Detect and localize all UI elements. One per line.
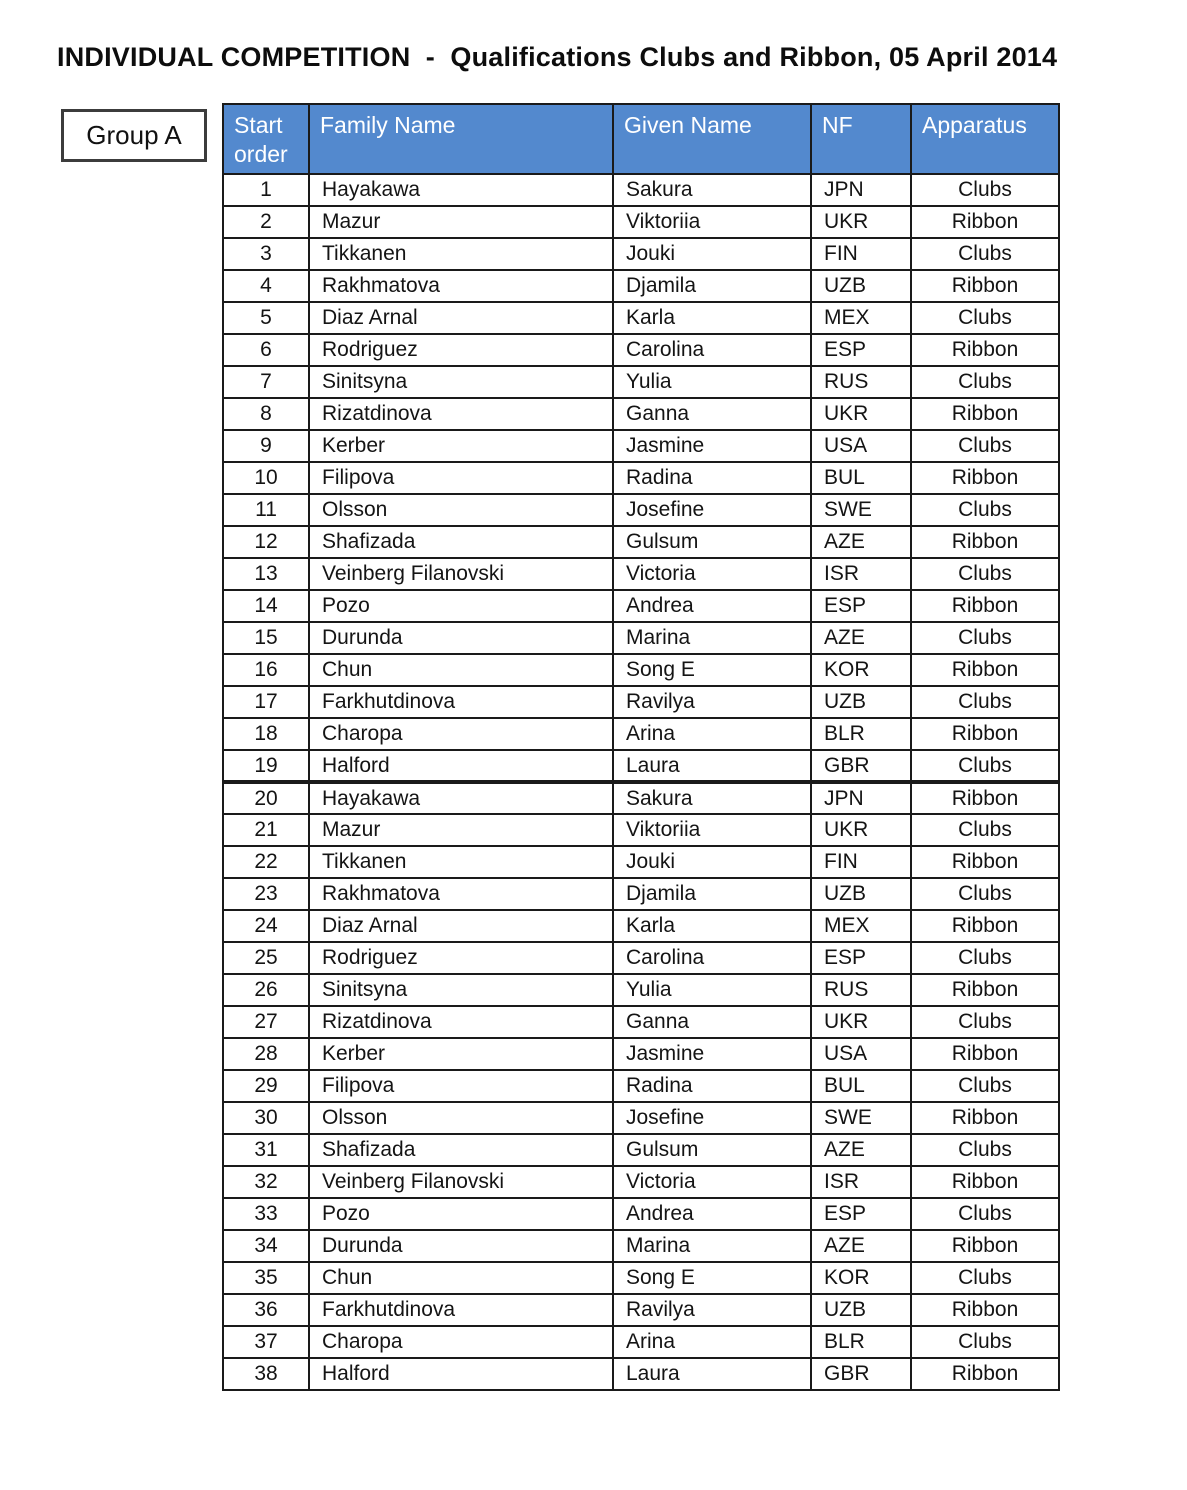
- table-row: [223, 1102, 1059, 1134]
- start-order-cell: 4: [223, 270, 309, 302]
- nf-cell: MEX: [811, 302, 911, 334]
- apparatus-cell: Clubs: [911, 1006, 1059, 1038]
- given-name-cell: Jouki: [613, 238, 811, 270]
- start-order-cell: 27: [223, 1006, 309, 1038]
- apparatus-cell: Ribbon: [911, 846, 1059, 878]
- family-name-cell: Halford: [309, 750, 613, 782]
- given-name-cell: Yulia: [613, 366, 811, 398]
- apparatus-cell: Ribbon: [911, 782, 1059, 814]
- given-name-cell: Yulia: [613, 974, 811, 1006]
- start-order-cell: 5: [223, 302, 309, 334]
- given-name-cell: Viktoriia: [613, 814, 811, 846]
- apparatus-cell: Clubs: [911, 878, 1059, 910]
- start-order-cell: 34: [223, 1230, 309, 1262]
- apparatus-cell: Ribbon: [911, 654, 1059, 686]
- family-name-cell: Olsson: [309, 1102, 613, 1134]
- nf-cell: UKR: [811, 814, 911, 846]
- table-row: [223, 238, 1059, 270]
- family-name-cell: Tikkanen: [309, 238, 613, 270]
- col-header-given-name: Given Name: [613, 104, 811, 174]
- table-row: [223, 814, 1059, 846]
- apparatus-cell: Clubs: [911, 814, 1059, 846]
- nf-cell: UZB: [811, 878, 911, 910]
- given-name-cell: Jouki: [613, 846, 811, 878]
- apparatus-cell: Clubs: [911, 238, 1059, 270]
- apparatus-cell: Clubs: [911, 366, 1059, 398]
- start-order-cell: 14: [223, 590, 309, 622]
- apparatus-cell: Ribbon: [911, 1230, 1059, 1262]
- start-order-cell: 25: [223, 942, 309, 974]
- start-order-cell: 24: [223, 910, 309, 942]
- given-name-cell: Karla: [613, 302, 811, 334]
- nf-cell: SWE: [811, 1102, 911, 1134]
- apparatus-cell: Clubs: [911, 1198, 1059, 1230]
- nf-cell: BUL: [811, 462, 911, 494]
- nf-cell: AZE: [811, 622, 911, 654]
- start-order-cell: 28: [223, 1038, 309, 1070]
- family-name-cell: Hayakawa: [309, 174, 613, 206]
- apparatus-cell: Clubs: [911, 558, 1059, 590]
- nf-cell: UZB: [811, 1294, 911, 1326]
- family-name-cell: Mazur: [309, 206, 613, 238]
- apparatus-cell: Ribbon: [911, 206, 1059, 238]
- table-row: [223, 398, 1059, 430]
- table-row: [223, 1038, 1059, 1070]
- apparatus-cell: Ribbon: [911, 1038, 1059, 1070]
- nf-cell: ESP: [811, 942, 911, 974]
- given-name-cell: Andrea: [613, 590, 811, 622]
- table-row: [223, 430, 1059, 462]
- given-name-cell: Jasmine: [613, 1038, 811, 1070]
- start-order-cell: 38: [223, 1358, 309, 1390]
- table-row: [223, 1006, 1059, 1038]
- family-name-cell: Filipova: [309, 1070, 613, 1102]
- group-label-box: [61, 109, 207, 162]
- apparatus-cell: Ribbon: [911, 590, 1059, 622]
- nf-cell: RUS: [811, 366, 911, 398]
- family-name-cell: Mazur: [309, 814, 613, 846]
- start-order-cell: 29: [223, 1070, 309, 1102]
- family-name-cell: Rizatdinova: [309, 398, 613, 430]
- table-row: [223, 1198, 1059, 1230]
- nf-cell: ISR: [811, 558, 911, 590]
- table-row: [223, 1326, 1059, 1358]
- apparatus-cell: Ribbon: [911, 1358, 1059, 1390]
- family-name-cell: Veinberg Filanovski: [309, 558, 613, 590]
- nf-cell: USA: [811, 1038, 911, 1070]
- start-order-cell: 1: [223, 174, 309, 206]
- given-name-cell: Song E: [613, 1262, 811, 1294]
- start-order-cell: 8: [223, 398, 309, 430]
- family-name-cell: Sinitsyna: [309, 974, 613, 1006]
- start-order-cell: 37: [223, 1326, 309, 1358]
- nf-cell: ISR: [811, 1166, 911, 1198]
- nf-cell: RUS: [811, 974, 911, 1006]
- nf-cell: GBR: [811, 1358, 911, 1390]
- given-name-cell: Victoria: [613, 558, 811, 590]
- given-name-cell: Marina: [613, 622, 811, 654]
- start-order-cell: 10: [223, 462, 309, 494]
- family-name-cell: Rodriguez: [309, 942, 613, 974]
- apparatus-cell: Clubs: [911, 1070, 1059, 1102]
- given-name-cell: Sakura: [613, 174, 811, 206]
- given-name-cell: Josefine: [613, 1102, 811, 1134]
- apparatus-cell: Ribbon: [911, 718, 1059, 750]
- table-row: [223, 366, 1059, 398]
- table-row: [223, 910, 1059, 942]
- table-row: [223, 462, 1059, 494]
- nf-cell: JPN: [811, 174, 911, 206]
- start-order-cell: 31: [223, 1134, 309, 1166]
- family-name-cell: Durunda: [309, 622, 613, 654]
- family-name-cell: Shafizada: [309, 1134, 613, 1166]
- start-order-cell: 18: [223, 718, 309, 750]
- apparatus-cell: Clubs: [911, 174, 1059, 206]
- nf-cell: ESP: [811, 334, 911, 366]
- start-order-cell: 13: [223, 558, 309, 590]
- given-name-cell: Djamila: [613, 878, 811, 910]
- nf-cell: JPN: [811, 782, 911, 814]
- nf-cell: UZB: [811, 686, 911, 718]
- family-name-cell: Charopa: [309, 1326, 613, 1358]
- nf-cell: GBR: [811, 750, 911, 782]
- given-name-cell: Laura: [613, 750, 811, 782]
- start-order-cell: 20: [223, 782, 309, 814]
- start-order-cell: 23: [223, 878, 309, 910]
- family-name-cell: Olsson: [309, 494, 613, 526]
- given-name-cell: Marina: [613, 1230, 811, 1262]
- page-title: INDIVIDUAL COMPETITION - Qualifications Clubs and Ribbon, 05 April 2014: [57, 42, 1058, 72]
- table-row: [223, 270, 1059, 302]
- table-row: [223, 1358, 1059, 1390]
- family-name-cell: Halford: [309, 1358, 613, 1390]
- nf-cell: UZB: [811, 270, 911, 302]
- apparatus-cell: Ribbon: [911, 334, 1059, 366]
- start-order-cell: 17: [223, 686, 309, 718]
- nf-cell: USA: [811, 430, 911, 462]
- start-order-cell: 7: [223, 366, 309, 398]
- nf-cell: KOR: [811, 1262, 911, 1294]
- family-name-cell: Farkhutdinova: [309, 686, 613, 718]
- apparatus-cell: Ribbon: [911, 1102, 1059, 1134]
- given-name-cell: Ravilya: [613, 1294, 811, 1326]
- table-row: [223, 334, 1059, 366]
- apparatus-cell: Clubs: [911, 622, 1059, 654]
- given-name-cell: Song E: [613, 654, 811, 686]
- start-order-cell: 2: [223, 206, 309, 238]
- col-header-apparatus: Apparatus: [911, 104, 1059, 174]
- apparatus-cell: Clubs: [911, 1134, 1059, 1166]
- nf-cell: AZE: [811, 1134, 911, 1166]
- start-order-cell: 33: [223, 1198, 309, 1230]
- apparatus-cell: Ribbon: [911, 398, 1059, 430]
- table-row: [223, 174, 1059, 206]
- table-row: [223, 494, 1059, 526]
- given-name-cell: Radina: [613, 462, 811, 494]
- given-name-cell: Arina: [613, 1326, 811, 1358]
- start-order-cell: 30: [223, 1102, 309, 1134]
- apparatus-cell: Ribbon: [911, 462, 1059, 494]
- given-name-cell: Gulsum: [613, 526, 811, 558]
- family-name-cell: Sinitsyna: [309, 366, 613, 398]
- family-name-cell: Rakhmatova: [309, 270, 613, 302]
- given-name-cell: Arina: [613, 718, 811, 750]
- given-name-cell: Radina: [613, 1070, 811, 1102]
- table-row: [223, 1230, 1059, 1262]
- family-name-cell: Diaz Arnal: [309, 302, 613, 334]
- given-name-cell: Josefine: [613, 494, 811, 526]
- table-row: [223, 1134, 1059, 1166]
- apparatus-cell: Ribbon: [911, 910, 1059, 942]
- nf-cell: SWE: [811, 494, 911, 526]
- start-order-cell: 12: [223, 526, 309, 558]
- apparatus-cell: Ribbon: [911, 1294, 1059, 1326]
- given-name-cell: Viktoriia: [613, 206, 811, 238]
- start-order-cell: 22: [223, 846, 309, 878]
- table-row: [223, 942, 1059, 974]
- nf-cell: BLR: [811, 1326, 911, 1358]
- apparatus-cell: Ribbon: [911, 974, 1059, 1006]
- table-row: [223, 686, 1059, 718]
- col-header-family-name: Family Name: [309, 104, 613, 174]
- start-order-cell: 32: [223, 1166, 309, 1198]
- family-name-cell: Chun: [309, 654, 613, 686]
- start-order-cell: 9: [223, 430, 309, 462]
- apparatus-cell: Ribbon: [911, 526, 1059, 558]
- family-name-cell: Pozo: [309, 590, 613, 622]
- nf-cell: ESP: [811, 1198, 911, 1230]
- table-row: [223, 878, 1059, 910]
- family-name-cell: Filipova: [309, 462, 613, 494]
- table-header: [223, 104, 1059, 174]
- table-row: [223, 1262, 1059, 1294]
- table-body: [223, 174, 1059, 1390]
- family-name-cell: Chun: [309, 1262, 613, 1294]
- family-name-cell: Rakhmatova: [309, 878, 613, 910]
- nf-cell: UKR: [811, 206, 911, 238]
- given-name-cell: Djamila: [613, 270, 811, 302]
- given-name-cell: Karla: [613, 910, 811, 942]
- given-name-cell: Victoria: [613, 1166, 811, 1198]
- nf-cell: AZE: [811, 1230, 911, 1262]
- given-name-cell: Ganna: [613, 1006, 811, 1038]
- start-order-cell: 36: [223, 1294, 309, 1326]
- table-row: [223, 558, 1059, 590]
- apparatus-cell: Clubs: [911, 750, 1059, 782]
- table-row: [223, 718, 1059, 750]
- apparatus-cell: Clubs: [911, 686, 1059, 718]
- start-order-cell: 21: [223, 814, 309, 846]
- table-row: [223, 590, 1059, 622]
- apparatus-cell: Ribbon: [911, 1166, 1059, 1198]
- family-name-cell: Rodriguez: [309, 334, 613, 366]
- header-row: [223, 104, 1059, 174]
- apparatus-cell: Ribbon: [911, 270, 1059, 302]
- table-row: [223, 1294, 1059, 1326]
- start-order-cell: 11: [223, 494, 309, 526]
- family-name-cell: Durunda: [309, 1230, 613, 1262]
- table-row: [223, 302, 1059, 334]
- family-name-cell: Farkhutdinova: [309, 1294, 613, 1326]
- table-row: [223, 206, 1059, 238]
- nf-cell: ESP: [811, 590, 911, 622]
- family-name-cell: Veinberg Filanovski: [309, 1166, 613, 1198]
- nf-cell: FIN: [811, 846, 911, 878]
- given-name-cell: Gulsum: [613, 1134, 811, 1166]
- given-name-cell: Ganna: [613, 398, 811, 430]
- table-row: [223, 1166, 1059, 1198]
- family-name-cell: Pozo: [309, 1198, 613, 1230]
- apparatus-cell: Clubs: [911, 1326, 1059, 1358]
- family-name-cell: Kerber: [309, 430, 613, 462]
- apparatus-cell: Clubs: [911, 1262, 1059, 1294]
- table-row: [223, 526, 1059, 558]
- start-order-cell: 16: [223, 654, 309, 686]
- family-name-cell: Charopa: [309, 718, 613, 750]
- start-order-cell: 26: [223, 974, 309, 1006]
- family-name-cell: Tikkanen: [309, 846, 613, 878]
- nf-cell: BUL: [811, 1070, 911, 1102]
- nf-cell: AZE: [811, 526, 911, 558]
- apparatus-cell: Clubs: [911, 302, 1059, 334]
- table-row: [223, 846, 1059, 878]
- start-order-cell: 19: [223, 750, 309, 782]
- table-row: [223, 750, 1059, 782]
- given-name-cell: Carolina: [613, 334, 811, 366]
- start-order-cell: 6: [223, 334, 309, 366]
- given-name-cell: Laura: [613, 1358, 811, 1390]
- table-row: [223, 1070, 1059, 1102]
- nf-cell: MEX: [811, 910, 911, 942]
- nf-cell: BLR: [811, 718, 911, 750]
- family-name-cell: Shafizada: [309, 526, 613, 558]
- start-order-cell: 35: [223, 1262, 309, 1294]
- nf-cell: UKR: [811, 398, 911, 430]
- apparatus-cell: Clubs: [911, 430, 1059, 462]
- given-name-cell: Jasmine: [613, 430, 811, 462]
- table-row: [223, 782, 1059, 814]
- nf-cell: UKR: [811, 1006, 911, 1038]
- col-header-start-order: Start order: [223, 104, 309, 174]
- given-name-cell: Ravilya: [613, 686, 811, 718]
- family-name-cell: Diaz Arnal: [309, 910, 613, 942]
- table-row: [223, 974, 1059, 1006]
- apparatus-cell: Clubs: [911, 942, 1059, 974]
- start-order-cell: 3: [223, 238, 309, 270]
- family-name-cell: Rizatdinova: [309, 1006, 613, 1038]
- group-label: Group A: [86, 120, 182, 150]
- family-name-cell: Kerber: [309, 1038, 613, 1070]
- given-name-cell: Carolina: [613, 942, 811, 974]
- table-row: [223, 654, 1059, 686]
- nf-cell: FIN: [811, 238, 911, 270]
- given-name-cell: Sakura: [613, 782, 811, 814]
- start-list-table: [222, 103, 1060, 1391]
- nf-cell: KOR: [811, 654, 911, 686]
- given-name-cell: Andrea: [613, 1198, 811, 1230]
- col-header-nf: NF: [811, 104, 911, 174]
- apparatus-cell: Clubs: [911, 494, 1059, 526]
- start-order-cell: 15: [223, 622, 309, 654]
- table-row: [223, 622, 1059, 654]
- family-name-cell: Hayakawa: [309, 782, 613, 814]
